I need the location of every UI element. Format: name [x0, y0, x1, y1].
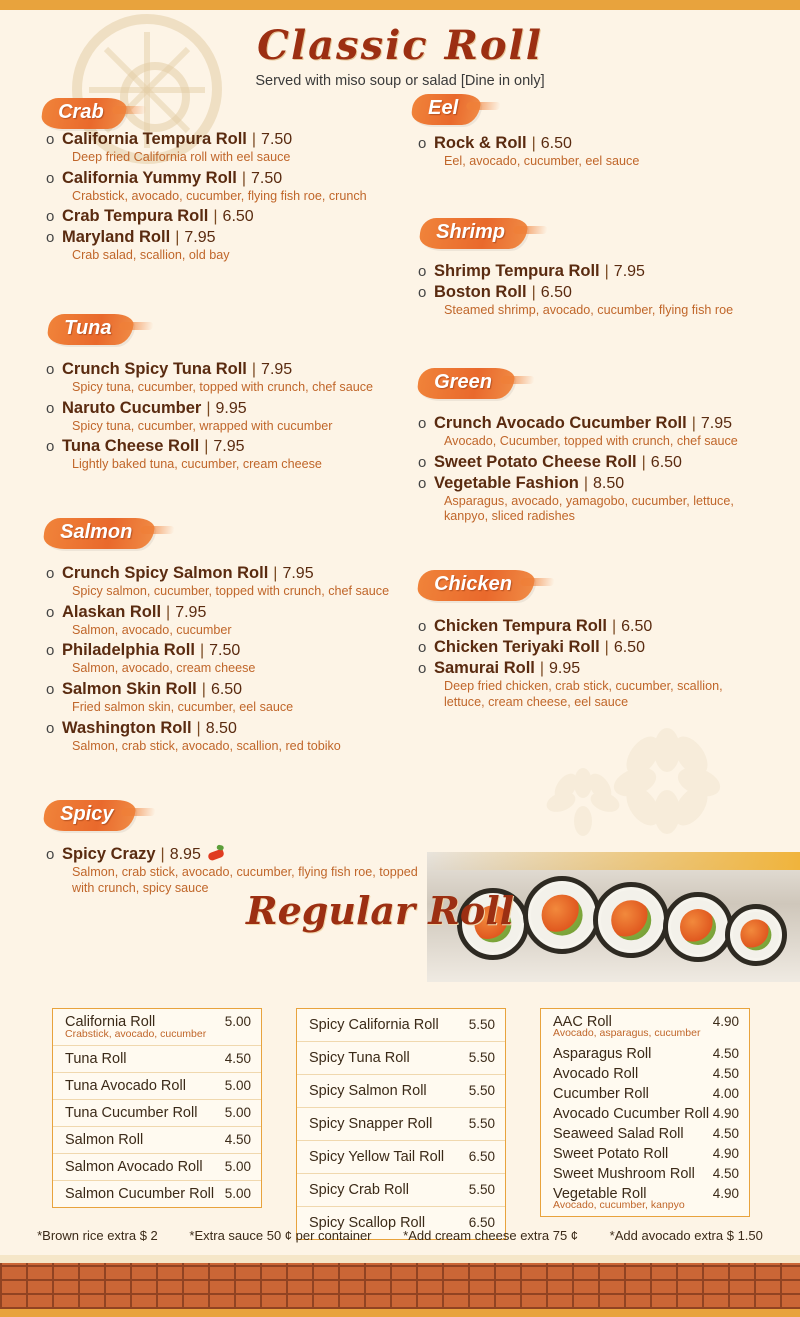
item-bullet: o	[418, 284, 427, 301]
row-name: AAC Roll	[553, 1014, 612, 1030]
menu-item: o Crunch Spicy Tuna Roll | 7.95 Spicy tuna, cucumber, topped with crunch, chef sauce	[46, 360, 406, 396]
menu-item: o Spicy Crazy | 8.95 Salmon, crab stick, avocado, cucumber, flying fish roe, topped with crunch, spicy sauce	[46, 845, 426, 896]
menu-item: o Chicken Tempura Roll | 6.50	[418, 617, 653, 635]
row-price: 4.50	[712, 1126, 739, 1141]
item-name: Tuna Cheese Roll	[62, 437, 200, 456]
item-bullet: o	[46, 642, 55, 660]
regular-roll-table-3	[540, 1008, 750, 1217]
row-name: Asparagus Roll	[553, 1046, 652, 1062]
item-price: 6.50	[621, 618, 653, 635]
row-price: 5.50	[468, 1050, 495, 1065]
row-name: Sweet Potato Roll	[553, 1146, 669, 1162]
item-description: Deep fried chicken, crab stick, cucumber, scallion, lettuce, cream cheese, eel sauce	[444, 679, 723, 709]
item-description: Spicy tuna, cucumber, topped with crunch, chef sauce	[72, 380, 374, 394]
item-description: Steamed shrimp, avocado, cucumber, flying fish roe	[444, 303, 734, 317]
item-price: 7.95	[184, 229, 216, 247]
item-price: 6.50	[613, 639, 645, 656]
menu-item: o Sweet Potato Cheese Roll | 6.50	[418, 452, 682, 471]
row-name: Spicy California Roll	[309, 1017, 439, 1033]
section-items-salmon	[46, 564, 426, 758]
item-description: Salmon, crab stick, avocado, cucumber, flying fish roe, topped with crunch, spicy sauce	[72, 865, 418, 895]
top-band	[0, 0, 800, 10]
row-price: 5.00	[224, 1014, 251, 1029]
table-row	[297, 1075, 505, 1108]
item-price: 7.95	[700, 415, 733, 432]
row-price: 5.50	[468, 1116, 495, 1131]
item-name: Samurai Roll	[434, 659, 535, 677]
item-bullet: o	[46, 399, 55, 417]
row-price: 4.90	[712, 1014, 739, 1029]
row-name: Spicy Tuna Roll	[309, 1050, 410, 1066]
row-name: Spicy Snapper Roll	[309, 1116, 433, 1132]
item-description: Salmon, crab stick, avocado, scallion, red tobiko	[72, 738, 341, 753]
item-bullet: o	[418, 639, 427, 656]
item-bullet: o	[418, 474, 427, 492]
row-name: Avocado Roll	[553, 1066, 639, 1082]
item-price: 9.95	[215, 399, 247, 417]
table-row	[541, 1084, 749, 1104]
row-name: Sweet Mushroom Roll	[553, 1166, 695, 1182]
footnote-extra-sauce: *Extra sauce 50 ¢ per container	[189, 1228, 372, 1243]
row-price: 4.90	[712, 1186, 739, 1201]
menu-item: o California Yummy Roll | 7.50 Crabstick, avocado, cucumber, flying fish roe, crunch	[46, 169, 396, 205]
page-subtitle: Served with miso soup or salad [Dine in only]	[255, 73, 545, 89]
section-title: Crab	[58, 100, 104, 123]
item-name: Naruto Cucumber	[62, 398, 202, 417]
table-row	[53, 1127, 261, 1154]
item-bullet: o	[418, 618, 427, 635]
row-name: Avocado Cucumber Roll	[553, 1106, 710, 1122]
page-title: Classic Roll	[257, 22, 543, 69]
item-name: California Yummy Roll	[62, 168, 237, 187]
section-title: Eel	[428, 96, 459, 119]
item-price: 8.95	[169, 846, 201, 863]
item-bullet: o	[418, 453, 427, 471]
row-price: 5.00	[224, 1186, 251, 1201]
item-name: Vegetable Fashion	[434, 473, 579, 492]
item-name: Shrimp Tempura Roll	[434, 262, 600, 280]
item-name: Spicy Crazy	[62, 845, 156, 863]
row-price: 5.00	[224, 1159, 251, 1174]
item-name: Boston Roll	[434, 283, 527, 301]
item-price: 7.50	[209, 642, 241, 660]
section-banner-green	[418, 366, 514, 400]
row-name: Salmon Cucumber Roll	[65, 1186, 215, 1202]
row-name: Vegetable Roll	[553, 1186, 647, 1202]
item-price: 6.50	[222, 208, 254, 226]
item-price: 6.50	[540, 284, 572, 301]
item-description: Crab salad, scallion, old bay	[72, 248, 230, 263]
item-price: 7.95	[175, 603, 207, 621]
row-price: 6.50	[468, 1215, 495, 1230]
menu-item: o Salmon Skin Roll | 6.50 Fried salmon skin, cucumber, eel sauce	[46, 680, 426, 716]
row-name: California Roll	[65, 1014, 156, 1030]
item-description: Crabstick, avocado, cucumber, flying fish roe, crunch	[72, 188, 367, 203]
menu-item: o Rock & Roll | 6.50 Eel, avocado, cucumber, eel sauce	[418, 134, 768, 170]
row-name: Salmon Avocado Roll	[65, 1159, 203, 1175]
section-banner-eel	[412, 92, 480, 126]
item-bullet: o	[46, 208, 55, 226]
menu-item: o California Tempura Roll | 7.50 Deep fried California roll with eel sauce	[46, 130, 396, 166]
item-name: Chicken Teriyaki Roll	[434, 638, 600, 656]
section-items-green	[418, 414, 786, 529]
item-name: Crunch Avocado Cucumber Roll	[434, 414, 687, 432]
row-description: Avocado, cucumber, kanpyo	[553, 1199, 685, 1211]
row-price: 4.90	[712, 1106, 739, 1121]
row-price: 4.00	[712, 1086, 739, 1101]
row-name: Seaweed Salad Roll	[553, 1126, 684, 1142]
menu-item: o Boston Roll | 6.50 Steamed shrimp, avocado, cucumber, flying fish roe	[418, 283, 778, 319]
table-row	[541, 1064, 749, 1084]
item-bullet: o	[46, 681, 55, 699]
row-name: Salmon Roll	[65, 1132, 144, 1148]
item-name: Rock & Roll	[434, 134, 527, 152]
table-row	[53, 1100, 261, 1127]
section-title: Spicy	[60, 802, 114, 825]
item-name: Philadelphia Roll	[62, 641, 195, 660]
row-name: Spicy Scallop Roll	[309, 1215, 426, 1231]
item-description: Salmon, avocado, cucumber	[72, 622, 232, 637]
menu-item: o Crunch Avocado Cucumber Roll | 7.95 Avocado, Cucumber, topped with crunch, chef sauce	[418, 414, 786, 450]
menu-item: o Alaskan Roll | 7.95 Salmon, avocado, cucumber	[46, 603, 426, 639]
item-name: Crunch Spicy Salmon Roll	[62, 564, 269, 582]
item-description: Salmon, avocado, cream cheese	[72, 661, 256, 676]
item-name: Sweet Potato Cheese Roll	[434, 452, 637, 471]
item-bullet: o	[46, 719, 55, 737]
item-name: California Tempura Roll	[62, 130, 247, 148]
row-price: 4.50	[712, 1066, 739, 1081]
item-description: Eel, avocado, cucumber, eel sauce	[444, 154, 640, 168]
row-name: Tuna Avocado Roll	[65, 1078, 186, 1094]
item-bullet: o	[46, 846, 55, 863]
row-name: Cucumber Roll	[553, 1086, 649, 1102]
section-banner-crab	[42, 96, 126, 130]
item-bullet: o	[46, 131, 55, 148]
table-row	[297, 1042, 505, 1075]
section-title: Shrimp	[436, 220, 506, 243]
item-bullet: o	[418, 415, 427, 432]
row-price: 5.50	[468, 1017, 495, 1032]
menu-item: o Crunch Spicy Salmon Roll | 7.95 Spicy salmon, cucumber, topped with crunch, chef sauce	[46, 564, 426, 600]
item-price: 7.95	[282, 565, 314, 582]
item-description: Fried salmon skin, cucumber, eel sauce	[72, 700, 294, 715]
item-description: Lightly baked tuna, cucumber, cream cheese	[72, 457, 322, 472]
section-banner-shrimp	[420, 216, 527, 250]
row-price: 4.50	[712, 1166, 739, 1181]
row-name: Tuna Cucumber Roll	[65, 1105, 198, 1121]
menu-item: o Philadelphia Roll | 7.50 Salmon, avocado, cream cheese	[46, 641, 426, 677]
row-price: 5.00	[224, 1078, 251, 1093]
item-price: 6.50	[650, 453, 682, 471]
item-price: 7.95	[213, 438, 245, 456]
menu-item: o Samurai Roll | 9.95 Deep fried chicken, crab stick, cucumber, scallion, lettuce, cream cheese, eel sauce	[418, 659, 786, 710]
row-description: Avocado, asparagus, cucumber	[553, 1027, 701, 1039]
section-items-chicken	[418, 617, 786, 714]
bottom-pattern	[0, 1263, 800, 1309]
flower-decoration-large	[612, 728, 722, 838]
item-bullet: o	[418, 263, 427, 280]
item-description: Spicy salmon, cucumber, topped with crunch, chef sauce	[72, 584, 390, 598]
row-price: 5.00	[224, 1105, 251, 1120]
bottom-accent-line-2	[0, 1309, 800, 1317]
row-price: 4.50	[224, 1051, 251, 1066]
item-bullet: o	[46, 169, 55, 187]
menu-item: o Shrimp Tempura Roll | 7.95	[418, 262, 645, 280]
table-row	[541, 1164, 749, 1184]
table-row	[53, 1073, 261, 1100]
table-row	[541, 1144, 749, 1164]
item-description: Asparagus, avocado, yamagobo, cucumber, lettuce, kanpyo, sliced radishes	[444, 493, 734, 524]
table-row	[53, 1181, 261, 1207]
table-row	[297, 1108, 505, 1141]
table-row	[53, 1046, 261, 1073]
row-price: 4.90	[712, 1146, 739, 1161]
section-items-tuna	[46, 360, 406, 476]
footnote-avocado: *Add avocado extra $ 1.50	[609, 1228, 763, 1243]
item-price: 9.95	[549, 660, 581, 677]
item-price: 7.95	[613, 263, 645, 280]
row-price: 5.50	[468, 1083, 495, 1098]
footnote-brown-rice: *Brown rice extra $ 2	[37, 1228, 158, 1243]
regular-roll-title: Regular Roll	[246, 888, 515, 933]
row-price: 4.50	[712, 1046, 739, 1061]
item-bullet: o	[418, 135, 427, 152]
regular-roll-table-2	[296, 1008, 506, 1240]
item-name: Alaskan Roll	[62, 602, 162, 621]
section-title: Salmon	[60, 520, 133, 543]
photo-highlight	[427, 852, 800, 870]
page-title-block	[0, 22, 800, 89]
row-price: 4.50	[224, 1132, 251, 1147]
item-bullet: o	[46, 361, 55, 378]
menu-item: o Vegetable Fashion | 8.50 Asparagus, avocado, yamagobo, cucumber, lettuce, kanpyo, sliced radishes	[418, 474, 786, 525]
row-name: Spicy Salmon Roll	[309, 1083, 427, 1099]
row-name: Spicy Yellow Tail Roll	[309, 1149, 445, 1165]
section-items-shrimp	[418, 262, 778, 322]
item-bullet: o	[46, 565, 55, 582]
section-banner-chicken	[418, 568, 534, 602]
item-price: 6.50	[210, 681, 243, 699]
item-name: Washington Roll	[62, 718, 192, 737]
item-bullet: o	[46, 603, 55, 621]
item-description: Spicy tuna, cucumber, wrapped with cucumber	[72, 418, 333, 433]
menu-item: o Naruto Cucumber | 9.95 Spicy tuna, cucumber, wrapped with cucumber	[46, 399, 406, 435]
section-title: Green	[434, 370, 492, 393]
item-price: 8.50	[593, 474, 625, 492]
row-price: 5.50	[468, 1182, 495, 1197]
item-name: Salmon Skin Roll	[62, 680, 197, 699]
menu-item: o Maryland Roll | 7.95 Crab salad, scallion, old bay	[46, 228, 396, 264]
section-banner-salmon	[44, 516, 154, 550]
flower-decoration-small	[548, 768, 618, 838]
footnote-cream-cheese: *Add cream cheese extra 75 ¢	[403, 1228, 579, 1243]
row-description: Crabstick, avocado, cucumber	[53, 1028, 261, 1046]
table-row	[297, 1174, 505, 1207]
item-price: 7.95	[261, 361, 293, 378]
section-items-eel	[418, 134, 768, 173]
table-row	[53, 1154, 261, 1181]
table-row	[541, 1104, 749, 1124]
table-row	[541, 1044, 749, 1064]
table-row	[541, 1124, 749, 1144]
section-title: Tuna	[64, 316, 112, 339]
table-row	[297, 1141, 505, 1174]
section-banner-spicy	[44, 798, 135, 832]
item-name: Chicken Tempura Roll	[434, 617, 607, 635]
regular-roll-band	[0, 852, 800, 982]
table-row	[297, 1009, 505, 1042]
regular-roll-table-1	[52, 1008, 262, 1208]
item-price: 6.50	[540, 135, 572, 152]
menu-item: o Washington Roll | 8.50 Salmon, crab stick, avocado, scallion, red tobiko	[46, 719, 426, 755]
item-price: 7.50	[250, 169, 283, 187]
item-bullet: o	[46, 438, 55, 456]
item-description: Avocado, Cucumber, topped with crunch, chef sauce	[444, 434, 738, 448]
section-title: Chicken	[434, 572, 512, 595]
row-name: Spicy Crab Roll	[309, 1182, 409, 1198]
item-name: Maryland Roll	[62, 228, 171, 247]
section-banner-tuna	[48, 312, 133, 346]
item-name: Crab Tempura Roll	[62, 207, 209, 226]
row-price: 6.50	[468, 1149, 495, 1164]
menu-item: o Chicken Teriyaki Roll | 6.50	[418, 638, 645, 656]
item-name: Crunch Spicy Tuna Roll	[62, 360, 247, 378]
item-price: 8.50	[205, 719, 237, 737]
item-bullet: o	[418, 660, 427, 677]
footnotes	[0, 1228, 800, 1243]
item-bullet: o	[46, 229, 55, 247]
menu-item: o Crab Tempura Roll | 6.50	[46, 207, 254, 226]
item-description: Deep fried California roll with eel sauce	[72, 150, 291, 164]
row-name: Tuna Roll	[65, 1051, 127, 1067]
section-items-crab	[46, 130, 396, 267]
item-price: 7.50	[261, 131, 293, 148]
menu-item: o Tuna Cheese Roll | 7.95 Lightly baked tuna, cucumber, cream cheese	[46, 437, 406, 473]
